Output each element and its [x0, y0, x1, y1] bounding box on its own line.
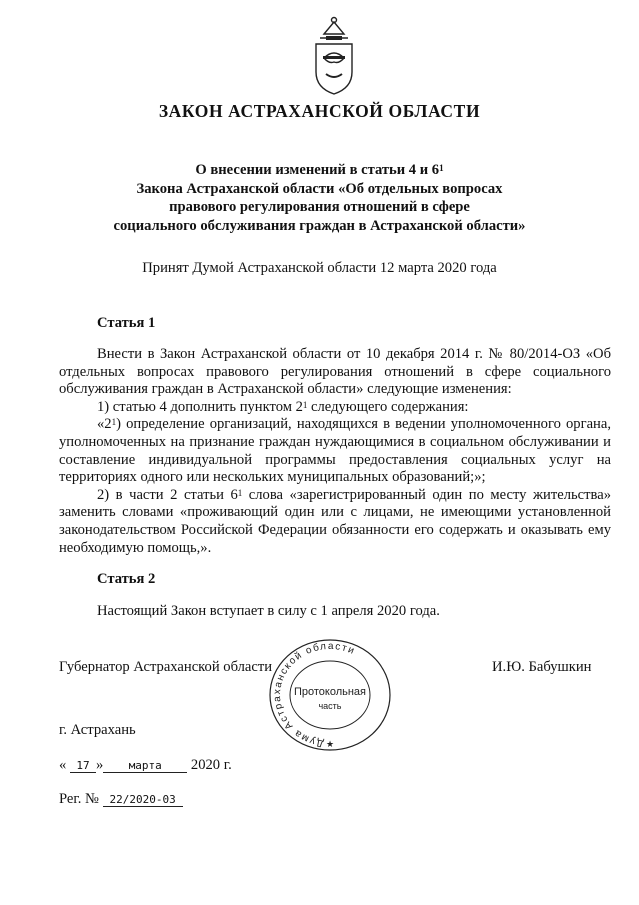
stamp-center-line-1: Протокольная	[293, 686, 367, 698]
law-title: ЗАКОН АСТРАХАНСКОЙ ОБЛАСТИ	[158, 101, 481, 121]
stamp-ring-text: Дума Астраханской области	[271, 640, 358, 749]
signatory-name: И.Ю. Бабушкин	[492, 659, 592, 675]
quote-text: ) определение организаций, находящихся в ведении уполномоченного органа, уполномоченных на признание граждан нуждающимися в социальном обслуживании и составление индивидуальной программы предоставления социальных услуг на территориях одного или нескольких муниципальных образований;»;	[59, 416, 611, 486]
signatory-position: Губернатор Астраханской области	[59, 659, 273, 675]
article-1-item-2	[59, 487, 611, 557]
item-2-prefix: 2) в части 2 статьи 6	[97, 486, 238, 503]
subtitle-line-3: правового регулирования отношений в сфере	[169, 199, 470, 215]
superscript: 1	[439, 163, 444, 173]
official-stamp	[268, 637, 393, 752]
stamp-center-line-2: часть	[318, 701, 342, 711]
article-2-heading: Статья 2	[97, 571, 156, 587]
adoption-note: Принят Думой Астраханской области 12 марта 2020 года	[142, 260, 497, 276]
item-2-text: слова «зарегистрированный один по месту жительства» заменить словами «проживающий один или с лицами, не имеющими установленной законодательством Российской Федерации обязанности его содержать и оказывать ему необходимую помощь,».	[59, 486, 611, 556]
signing-date	[59, 757, 232, 774]
article-1-heading: Статья 1	[97, 315, 156, 331]
registration-number: 22/2020-03	[103, 793, 183, 807]
article-2-text: Настоящий Закон вступает в силу с 1 апреля 2020 года.	[97, 603, 440, 619]
item-1-suffix: следующего содержания:	[307, 398, 469, 415]
subtitle-line-2: Закона Астраханской области «Об отдельных вопросах	[136, 180, 503, 197]
superscript: 1	[302, 399, 308, 410]
item-1-prefix: 1) статью 4 дополнить пунктом 2	[97, 398, 303, 415]
article-1-body	[59, 346, 611, 557]
date-open-quote: «	[59, 757, 67, 773]
superscript: 1	[111, 417, 117, 428]
article-2-body	[59, 603, 611, 621]
date-year: 2020 г.	[190, 757, 232, 773]
article-1-intro: Внести в Закон Астраханской области от 10 декабря 2014 г. № 80/2014-ОЗ «Об отдельных вопросах правового регулирования отношений в сфере социального обслуживания граждан в Астраханской области» следующие изменения:	[59, 346, 611, 398]
date-month: марта	[103, 759, 187, 773]
article-1-item-1	[59, 399, 611, 417]
registration-label: Рег. №	[59, 791, 99, 807]
subtitle-line-1: О внесении изменений в статьи 4 и 6	[195, 162, 440, 178]
stamp-star-icon: ★	[325, 739, 335, 749]
law-subtitle	[80, 161, 559, 235]
subtitle-line-4: социального обслуживания граждан в Астраханской области»	[113, 217, 526, 234]
registration	[59, 791, 183, 808]
date-day: 17	[70, 759, 96, 773]
superscript: 1	[237, 487, 243, 498]
coat-of-arms-icon	[306, 14, 362, 96]
city: г. Астрахань	[59, 722, 136, 738]
date-close-quote: »	[95, 757, 104, 773]
quote-prefix: «2	[97, 416, 112, 433]
article-1-quote	[59, 416, 611, 486]
